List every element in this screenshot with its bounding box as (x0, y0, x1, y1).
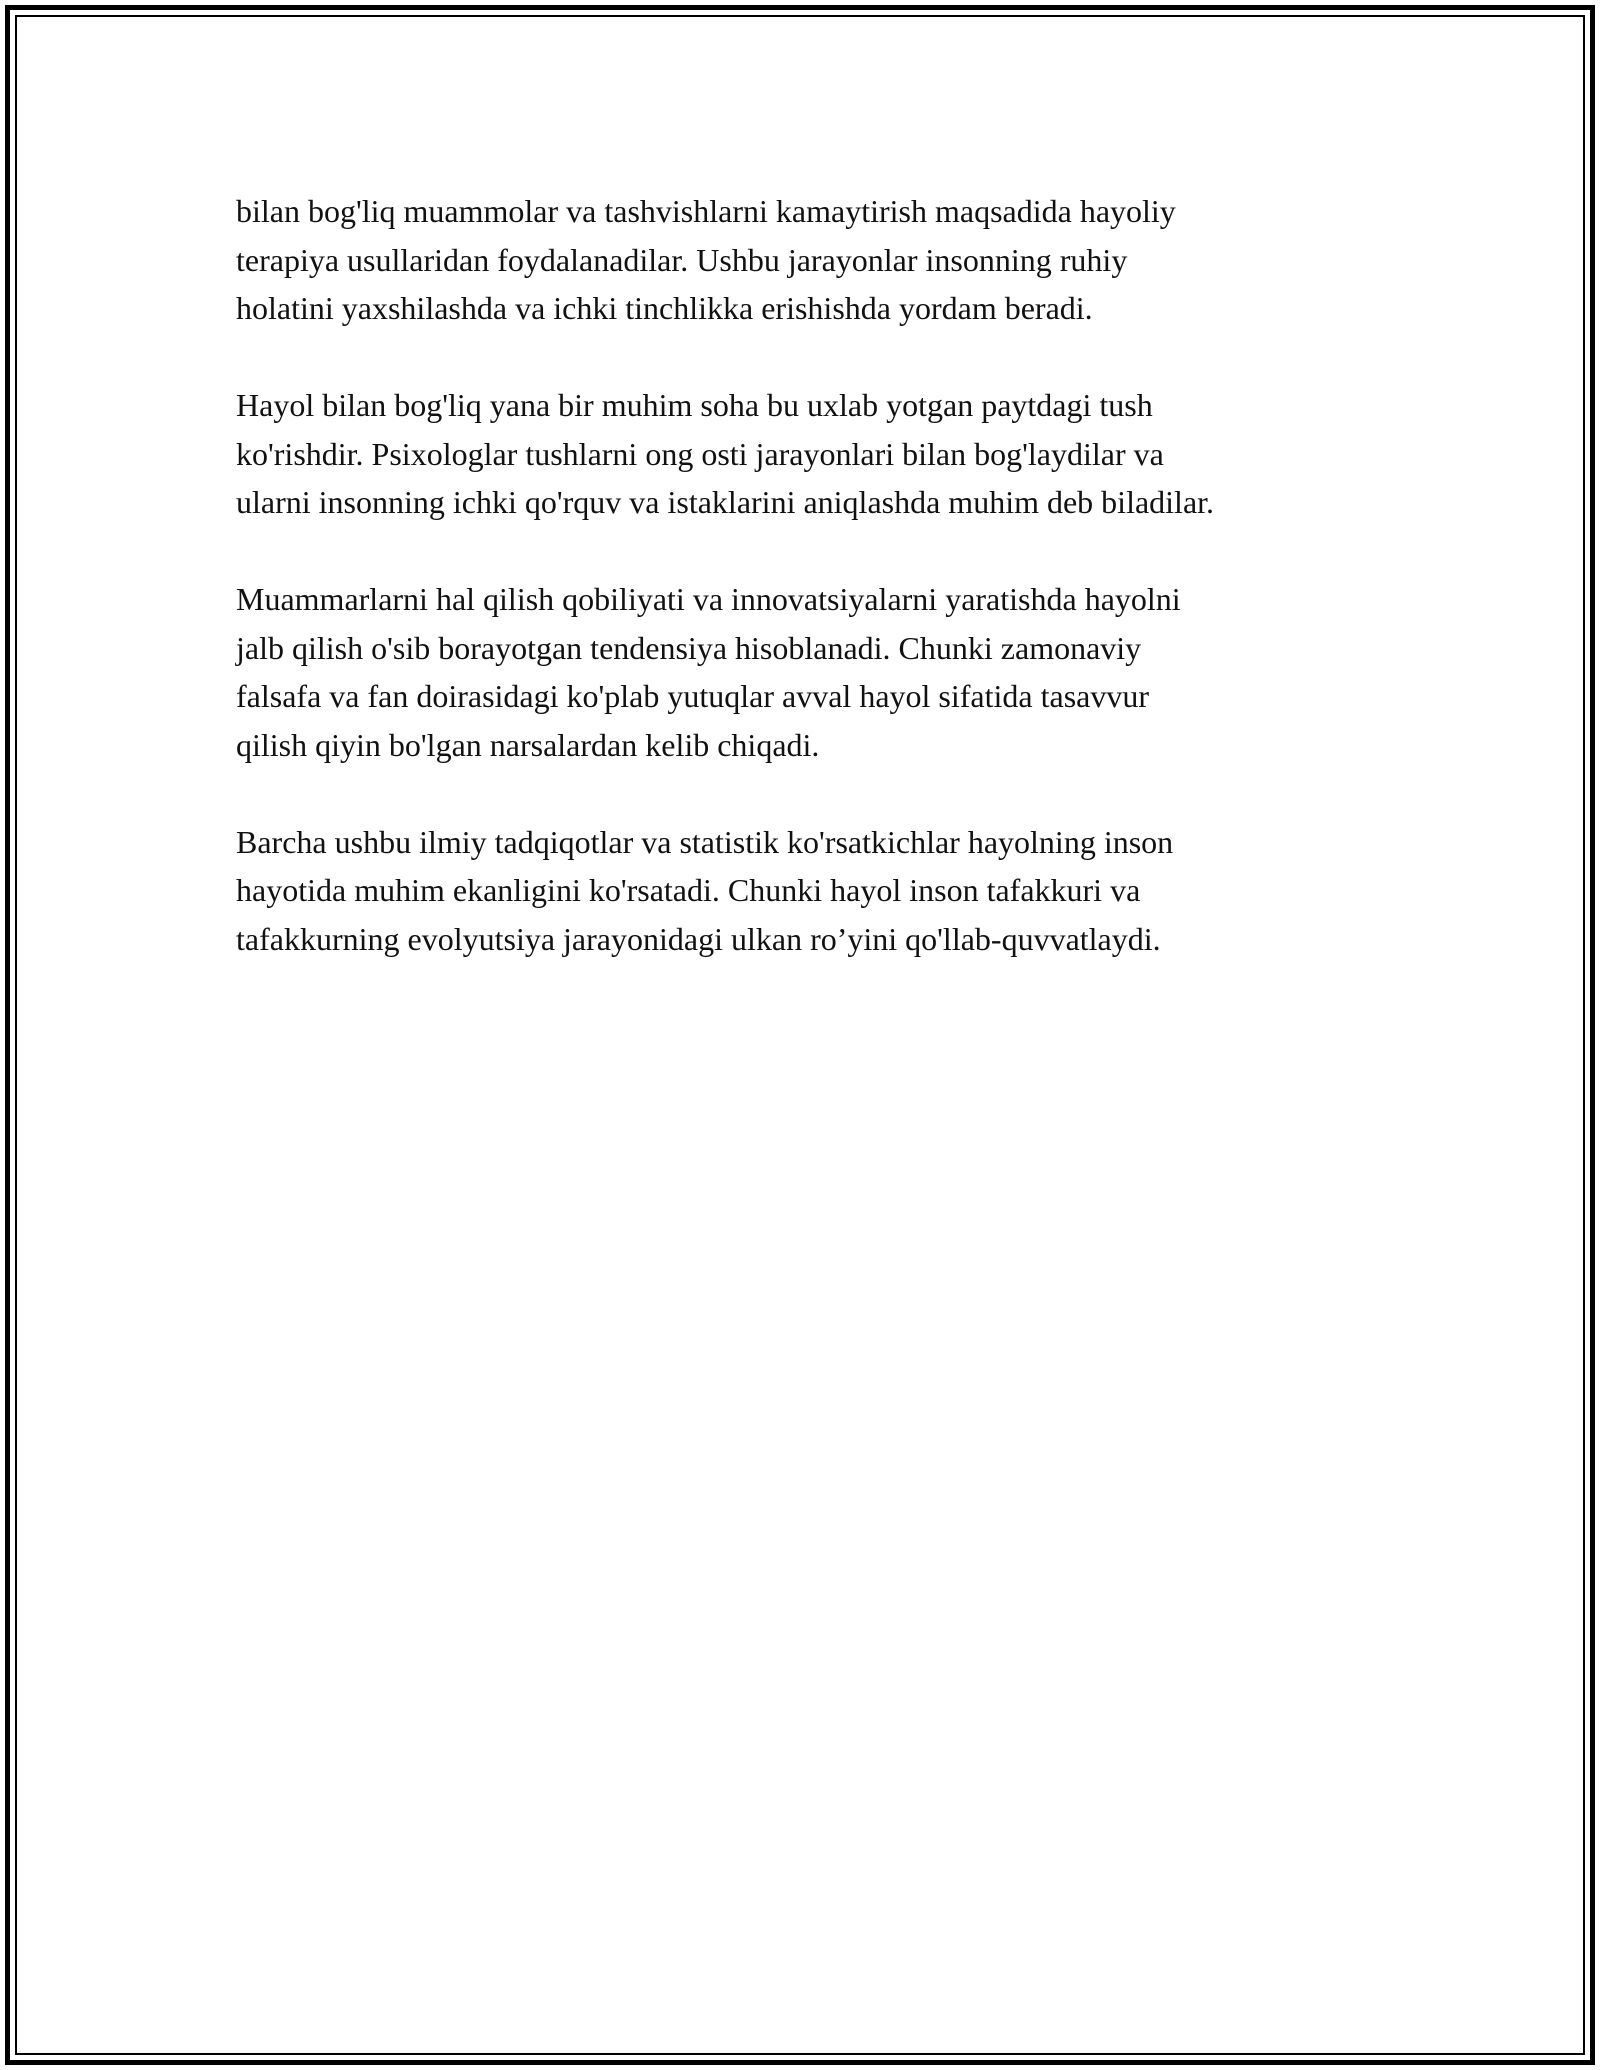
paragraph-4 (236, 818, 1376, 964)
paragraph-line: falsafa va fan doirasidagi ko'plab yutuqlar avval hayol sifatida tasavvur (236, 678, 1149, 714)
paragraph-line: bilan bog'liq muammolar va tashvishlarni kamaytirish maqsadida hayoliy (236, 193, 1176, 229)
paragraph-line: ko'rishdir. Psixologlar tushlarni ong osti jarayonlari bilan bog'laydilar va (236, 435, 1164, 472)
paragraph-line: jalb qilish o'sib borayotgan tendensiya hisoblanadi. Chunki zamonaviy (236, 629, 1142, 666)
paragraph-line: terapiya usullaridan foydalanadilar. Ushbu jarayonlar insonning ruhiy (236, 241, 1128, 278)
paragraph-line: qilish qiyin bo'lgan narsalardan kelib chiqadi. (236, 726, 820, 763)
paragraph-line: hayotida muhim ekanligini ko'rsatadi. Chunki hayol inson tafakkuri va (236, 872, 1141, 908)
paragraph-3 (236, 575, 1376, 769)
paragraph-line: Muammarlarni hal qilish qobiliyati va innovatsiyalarni yaratishda hayolni (236, 581, 1181, 617)
paragraph-line: Hayol bilan bog'liq yana bir muhim soha bu uxlab yotgan paytdagi tush (236, 387, 1153, 423)
paragraph-2 (236, 381, 1376, 527)
paragraph-line: holatini yaxshilashda va ichki tinchlikka erishishda yordam beradi. (236, 290, 1093, 326)
paragraph-line: Barcha ushbu ilmiy tadqiqotlar va statistik ko'rsatkichlar hayolning inson (236, 823, 1174, 860)
document-body (236, 187, 1376, 1012)
paragraph-1 (236, 187, 1376, 333)
paragraph-line: tafakkurning evolyutsiya jarayonidagi ulkan ro’yini qo'llab-quvvatlaydi. (236, 920, 1161, 957)
paragraph-line: ularni insonning ichki qo'rquv va istaklarini aniqlashda muhim deb biladilar. (236, 484, 1215, 520)
